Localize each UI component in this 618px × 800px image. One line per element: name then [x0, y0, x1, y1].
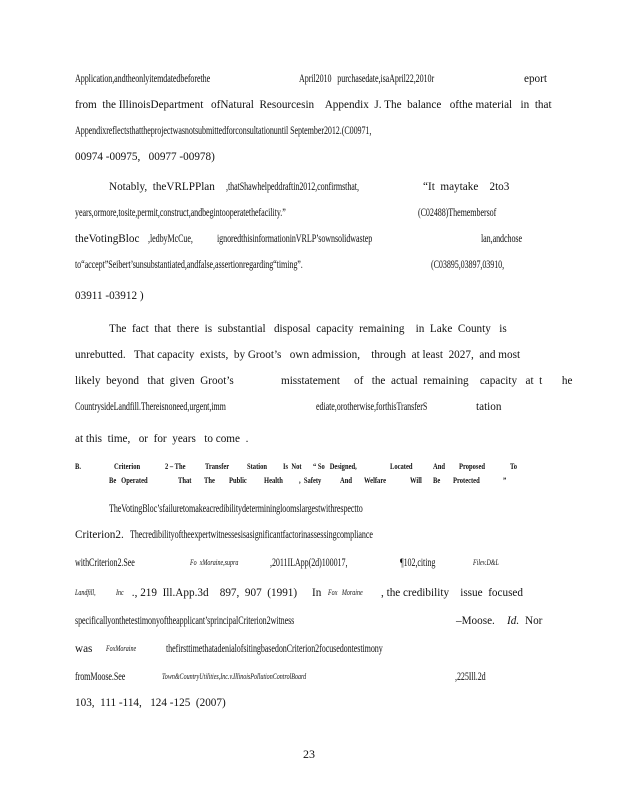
text-segment: likely beyond that given Groot’s	[75, 375, 234, 387]
text-segment: And	[340, 476, 352, 485]
text-segment: TheVotingBloc’sfailuretomakeacredibilitydeterminingloomslargestwithrespectto	[109, 503, 363, 515]
text-segment: CountrysideLandfill.Thereisnoneed,urgent,imm	[75, 401, 226, 413]
text-segment: ,thatShawhelpeddraftin2012,confirmsthat,	[226, 181, 359, 193]
text-segment: misstatement of the actual remaining capacity at t he	[281, 375, 573, 387]
text-segment: “It maytake 2to3	[423, 181, 510, 193]
text-segment: 103, 111 -114, 124 -125 (2007)	[75, 697, 226, 709]
text-segment: ”	[503, 476, 507, 485]
text-segment: years,ormore,tosite,permit,construct,andbegintooperatethefacility.”	[75, 207, 286, 219]
text-segment: Public	[229, 476, 247, 485]
text-segment: ,2011ILApp(2d)100017,	[270, 557, 348, 569]
text-segment: To	[510, 462, 518, 471]
text-segment: “ So Designed,	[313, 462, 357, 471]
text-segment: withCriterion2.See	[75, 557, 135, 569]
text-segment: was	[75, 643, 93, 655]
text-segment: Appendixreflectsthattheprojectwasnotsubmittedforconsultationuntil September2012.(C00971,	[75, 125, 372, 137]
text-segment: Inc	[116, 588, 124, 597]
text-segment: Application,andtheonlyitemdatedbeforethe	[75, 73, 211, 85]
text-segment: Criterion	[114, 462, 141, 471]
text-segment: to“accept”Seibert’sunsubstantiated,andfalse,assertionregarding“timing”.	[75, 259, 303, 271]
text-segment: specificallyonthetestimonyoftheapplicant’sprincipalCriterion2witness	[75, 615, 295, 627]
text-segment: (C03895,03897,03910,	[431, 259, 505, 271]
text-segment: That	[178, 476, 192, 485]
text-segment: Health	[264, 476, 283, 485]
text-segment: Filev.D&L	[473, 558, 499, 567]
text-segment: Located	[390, 462, 413, 471]
text-segment: Be	[433, 476, 441, 485]
text-segment: ediate,orotherwise,forthisTransferS	[316, 401, 428, 413]
text-segment: (C02488)Themembersof	[418, 207, 497, 219]
text-segment: Fo xMoraine,supra	[190, 558, 239, 567]
text-segment: April2010 purchasedate,isaApril22,2010r	[299, 73, 435, 85]
text-segment: ,ledbyMcCue,	[148, 233, 193, 245]
text-segment: eport	[524, 73, 547, 85]
text-segment: The	[204, 476, 215, 485]
text-segment: unrebutted. That capacity exists, by Groot’s own admission, through at least 2027, and most	[75, 349, 521, 361]
text-segment: Is Not	[283, 462, 302, 471]
text-segment: 00974 -00975, 00977 -00978)	[75, 151, 215, 163]
text-segment: –Moose.	[456, 615, 495, 627]
text-segment: FoxMoraine	[106, 644, 137, 653]
text-segment: ignoredthisinformationinVRLP’sownsolidwastep	[217, 233, 373, 245]
text-segment: Station	[247, 462, 267, 471]
page-number: 23	[303, 747, 315, 761]
text-segment: at this time, or for years to come .	[75, 433, 249, 445]
text-segment: thefirsttimethatadenialofsitingbasedonCriterion2focusedontestimony	[166, 643, 383, 655]
text-segment: lan,andchose	[481, 233, 522, 245]
text-segment: Transfer	[205, 462, 230, 471]
text-segment: Nor	[525, 615, 543, 627]
text-segment: And	[433, 462, 445, 471]
text-segment: Proposed	[459, 462, 486, 471]
text-segment: Notably, theVRLPPlan	[109, 181, 215, 193]
text-segment: ., 219 Ill.App.3d 897, 907 (1991)	[129, 587, 298, 599]
text-segment: fromMoose.See	[75, 671, 126, 683]
text-segment: In	[312, 587, 322, 599]
text-segment: Landfill,	[75, 588, 96, 597]
text-segment: Criterion2.	[75, 529, 124, 541]
text-segment: ofNatural Resourcesin Appendix J. The balance ofthe material in that	[211, 99, 552, 111]
text-segment: , the credibility issue focused	[381, 587, 523, 599]
text-segment: Be Operated	[109, 476, 148, 485]
text-segment: B.	[75, 462, 81, 471]
text-segment: tation	[476, 401, 502, 413]
text-segment: Town&CountryUtilities,Inc.v.IllinoisPollutionControlBoard	[162, 672, 307, 681]
text-segment: 03911 -03912 )	[75, 290, 144, 302]
text-segment: Protected	[453, 476, 480, 485]
text-segment: ¶102,citing	[400, 557, 436, 569]
text-segment: Will	[410, 476, 422, 485]
text-segment: Thecredibilityoftheexpertwitnessesisasignificantfactorinassessingcompliance	[130, 529, 373, 541]
text-segment: from the IllinoisDepartment	[75, 99, 204, 111]
text-segment: Id.	[507, 615, 520, 627]
text-segment: 2 – The	[165, 462, 186, 471]
text-segment: theVotingBloc	[75, 233, 140, 245]
text-segment: Fox Moraine	[328, 588, 363, 597]
text-segment: ,225Ill.2d	[455, 671, 486, 683]
text-segment: , Safety	[299, 476, 322, 485]
text-segment: The fact that there is substantial disposal capacity remaining in Lake County is	[109, 323, 507, 335]
text-segment: Welfare	[364, 476, 387, 485]
